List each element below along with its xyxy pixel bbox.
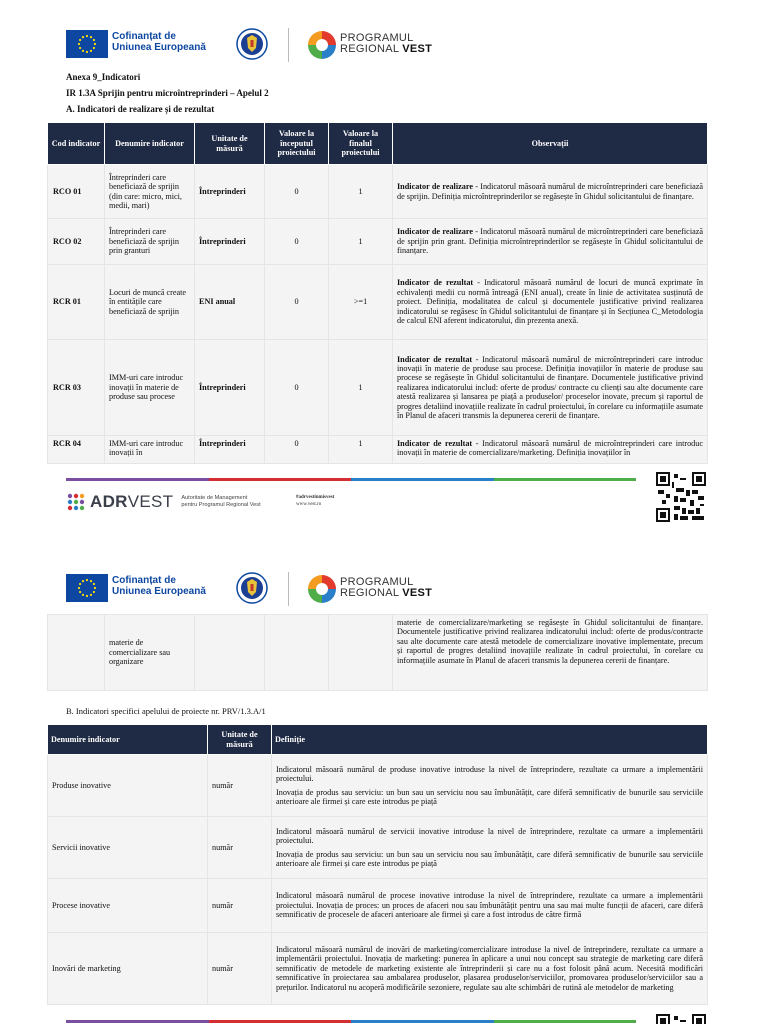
romania-government-icon <box>236 572 268 604</box>
indicator-name: Procese inovative <box>48 879 208 933</box>
end-value: 1 <box>329 436 393 464</box>
obs-label: Indicator de rezultat <box>397 354 473 364</box>
indicator-name: Servicii inovative <box>48 817 208 879</box>
definition-note: Inovația de produs sau serviciu: un bun sau un serviciu nou sau îmbunătățit, care diferă semnificativ de bunurile sau serviciile anterioare ale firmei și care este introdus pe piață <box>276 787 703 806</box>
indicator-unit: Întreprinderi <box>195 165 265 219</box>
indicator-code: RCO 01 <box>48 165 105 219</box>
start-value: 0 <box>265 165 329 219</box>
start-value: 0 <box>265 265 329 340</box>
eu-line-2: Uniunea Europeană <box>112 586 206 597</box>
definition: Indicatorul măsoară numărul de inovări de marketing/comercializare introduse la nivel de întreprindere, rezultate ca urmare a implementării proiectului. Inovația de marketing: punerea în aplicare a unui nou concept sau strategie de marketing care diferă semnificativ de metodele de marketing existente ale întreprinderii și care nu a fost folosit până acum. Necesită modificări semnificative în proiectarea sau ambalarea produselor, plasarea produselor/serviciilor, promovarea produselor/serviciilor sau a prețurilor. Indicatorul nu acoperă modificările sezoniere, regulate sau alte schimbări de rutină ale metodelor de marketing <box>272 933 708 1005</box>
col-header-unit: Unitate de măsură <box>208 725 272 755</box>
indicator-unit: număr <box>208 755 272 817</box>
authority-line-2: pentru Programul Regional Vest <box>181 502 261 508</box>
eu-flag-icon <box>66 574 108 602</box>
indicator-unit: Întreprinderi <box>195 340 265 436</box>
obs-text: - Indicatorul măsoară numărul de microîntreprinderi care beneficiază de sprijin prin grant. Definiția microîntreprinderilor se regăsește în Ghidul solicitantului de finanțare. <box>397 227 703 256</box>
program-line-2a: REGIONAL <box>340 43 399 55</box>
indicator-name: Locuri de muncă create în entitățile care beneficiază de sprijin <box>105 265 195 340</box>
indicator-name: IMM-uri care introduc inovații în <box>105 436 195 464</box>
end-value: 1 <box>329 165 393 219</box>
col-header-definition: Definiție <box>272 725 708 755</box>
indicator-code: RCR 04 <box>48 436 105 464</box>
start-value <box>265 615 329 691</box>
annex-title: Anexa 9_Indicatori <box>66 72 141 82</box>
end-value: >=1 <box>329 265 393 340</box>
website-link[interactable]: www.vest.ro <box>296 502 322 507</box>
program-line-1: PROGRAMUL <box>340 576 414 588</box>
indicator-name: Inovări de marketing <box>48 933 208 1005</box>
obs-text: - Indicatorul măsoară numărul de microîntreprinderi care introduc inovații în materie de comercializare/marketing. Definiția inovațiilor în <box>397 439 704 458</box>
table-row <box>48 436 708 464</box>
adr-light: VEST <box>127 492 174 511</box>
romania-government-icon <box>236 28 268 60</box>
indicator-name: IMM-uri care introduc inovații în materie de produse sau procese <box>105 340 195 436</box>
eu-line-1: Cofinanțat de <box>112 31 176 42</box>
col-header-name: Denumire indicator <box>48 725 208 755</box>
obs-label: Indicator de rezultat <box>397 278 474 288</box>
table-row <box>48 165 708 219</box>
table-row <box>48 933 708 1005</box>
table-row <box>48 879 708 933</box>
indicator-unit <box>195 615 265 691</box>
table-row <box>48 340 708 436</box>
program-line-2b: VEST <box>402 43 433 55</box>
qr-code-icon <box>656 1014 706 1024</box>
col-header-name: Denumire indicator <box>105 123 195 165</box>
start-value: 0 <box>265 436 329 464</box>
table-row <box>48 817 708 879</box>
observations <box>393 219 708 265</box>
definition-text: Indicatorul măsoară numărul de produse inovative introduse la nivel de întreprindere, rezultate ca urmare a implementării proiectului. <box>276 764 703 784</box>
col-header-start-value: Valoare la începutul proiectului <box>265 123 329 165</box>
qr-code-icon <box>656 472 706 522</box>
observations <box>393 165 708 219</box>
observations <box>393 340 708 436</box>
obs-label: Indicator de realizare <box>397 182 473 192</box>
end-value <box>329 615 393 691</box>
observations: materie de comercializare/marketing se regăsește în Ghidul solicitantului de finanțare. Documentele justificative privind realizarea indicatorului includ: oferte de produs/contracte sau alte documente care atestă metodele de comercializare inovative implementate, precum și raportul de progres detaliind inovațiile realizate în cadrul proiectului, în corelare cu informațiile asumate în Planul de afaceri transmis la depunerea cererii de finanțare. <box>393 615 708 691</box>
table-row <box>48 755 708 817</box>
col-header-observations: Observații <box>393 123 708 165</box>
indicators-table-a-continued <box>47 614 708 691</box>
indicator-unit: număr <box>208 879 272 933</box>
indicator-name: Produse inovative <box>48 755 208 817</box>
col-header-end-value: Valoare la finalul proiectului <box>329 123 393 165</box>
program-line-2a: REGIONAL <box>340 587 399 599</box>
obs-label: Indicator de realizare <box>397 227 473 237</box>
eu-line-1: Cofinanțat de <box>112 575 176 586</box>
observations <box>393 436 708 464</box>
indicator-name: Întreprinderi care beneficiază de sprijin (din care: micro, mici, medii, mari) <box>105 165 195 219</box>
header-logos <box>66 28 446 62</box>
end-value: 1 <box>329 340 393 436</box>
start-value: 0 <box>265 340 329 436</box>
indicator-unit: număr <box>208 817 272 879</box>
col-header-unit: Unitate de măsură <box>195 123 265 165</box>
indicator-name: Întreprinderi care beneficiază de sprijin prin granturi <box>105 219 195 265</box>
definition <box>272 755 708 817</box>
section-b-title: B. Indicatori specifici apelului de proiecte nr. PRV/1.3.A/1 <box>66 706 266 716</box>
obs-text: - Indicatorul măsoară numărul de microîntreprinderi care introduc inovații în materie de produse sau procese. Definiția inovațiilor în materie de produse sau procese se regăsește în Ghidul solicitantului de finanțare. Documentele justificative privind realizarea indicatorului includ: oferte de produs/ contracte cu clienți sau alte documente care atestă realizarea și lansarea pe piață a produselor/ proceselor inovate, precum și raportul de progres detaliind inovațiile realizate în cadrul proiectului, în corelare cu informațiile asumate în Planul de afaceri transmis la depunerea cererii de finanțare. <box>397 354 704 421</box>
table-row <box>48 615 708 691</box>
adr-mark-icon <box>66 492 86 512</box>
table-b-header-row <box>48 725 708 755</box>
page-gap <box>0 540 768 558</box>
indicator-name: materie de comercializare sau organizare <box>105 615 195 691</box>
authority-line-1: Autoritate de Management <box>181 495 248 501</box>
indicators-table-a <box>47 122 708 464</box>
header-divider <box>288 28 289 62</box>
adr-vest-footer-logo <box>66 492 261 512</box>
footer-web <box>296 494 334 508</box>
call-title: IR 1.3A Sprijin pentru microîntreprinderi – Apelul 2 <box>66 88 269 98</box>
indicator-code: RCR 03 <box>48 340 105 436</box>
definition <box>272 817 708 879</box>
indicator-code: RCR 01 <box>48 265 105 340</box>
indicator-unit: ENI anual <box>195 265 265 340</box>
indicators-table-b <box>47 724 708 1005</box>
definition-note: Inovația de produs sau serviciu: un bun sau un serviciu nou sau îmbunătățit, care diferă semnificativ de bunurile sau serviciile anterioare ale firmei și care este introdus pe piață <box>276 849 703 868</box>
managing-authority-text <box>181 495 260 509</box>
start-value: 0 <box>265 219 329 265</box>
section-a-title: A. Indicatori de realizare și de rezultat <box>66 104 215 114</box>
table-a-header-row <box>48 123 708 165</box>
indicator-code: RCO 02 <box>48 219 105 265</box>
program-regional-icon <box>306 573 338 605</box>
program-line-1: PROGRAMUL <box>340 32 414 44</box>
page-2 <box>0 558 768 1024</box>
table-row <box>48 219 708 265</box>
program-regional-text <box>340 33 432 55</box>
col-header-code: Cod indicator <box>48 123 105 165</box>
definition-text: Indicatorul măsoară numărul de servicii inovative introduse la nivel de întreprindere, rezultate ca urmare a implementării proiectului. <box>276 826 703 846</box>
hashtag-text: #adrvestinmisvest <box>296 495 335 500</box>
eu-flag-icon <box>66 30 108 58</box>
program-line-2b: VEST <box>402 587 433 599</box>
obs-label: Indicator de rezultat <box>397 439 473 448</box>
observations <box>393 265 708 340</box>
indicator-code <box>48 615 105 691</box>
program-regional-text <box>340 577 432 599</box>
obs-text: - Indicatorul măsoară numărul de locuri de muncă exprimate în echivalenți medii cu normă întreagă (ENI anual), create în linie de activitatea susținută de proiect. Definiția, modalitatea de calcul și documentele justificative privind realizarea indicatorului se regăsesc în Ghidul solicitantului de finanțare și în Secțiunea C_Metodologia de calcul ENI aferent indicatorului, din prezenta anexă. <box>397 278 703 326</box>
adr-bold: ADR <box>90 492 128 511</box>
obs-text: - Indicatorul măsoară numărul de microîntreprinderi care beneficiază de sprijin. Definiția microîntreprinderilor se regăsește în Ghidul solicitantului de finanțare. <box>397 182 703 201</box>
eu-cofinance-text <box>112 575 206 597</box>
eu-cofinance-text <box>112 31 206 53</box>
indicator-unit: Întreprinderi <box>195 436 265 464</box>
table-row <box>48 265 708 340</box>
indicator-unit: număr <box>208 933 272 1005</box>
indicator-unit: Întreprinderi <box>195 219 265 265</box>
footer-color-bar <box>66 478 636 481</box>
end-value: 1 <box>329 219 393 265</box>
definition: Indicatorul măsoară numărul de procese inovative introduse la nivel de întreprindere, rezultate ca urmare a implementării proiectului. Inovația de proces: un proces de afaceri nou sau îmbunătățit pentru una sau mai multe funcții de afaceri, care diferă semnificativ de procesele de afaceri anterioare ale firmei și care a fost introdus de către firmă <box>272 879 708 933</box>
footer-color-bar <box>66 1020 636 1023</box>
header-logos <box>66 572 446 606</box>
adr-name <box>90 492 173 512</box>
header-divider <box>288 572 289 606</box>
program-regional-icon <box>306 29 338 61</box>
eu-line-2: Uniunea Europeană <box>112 42 206 53</box>
